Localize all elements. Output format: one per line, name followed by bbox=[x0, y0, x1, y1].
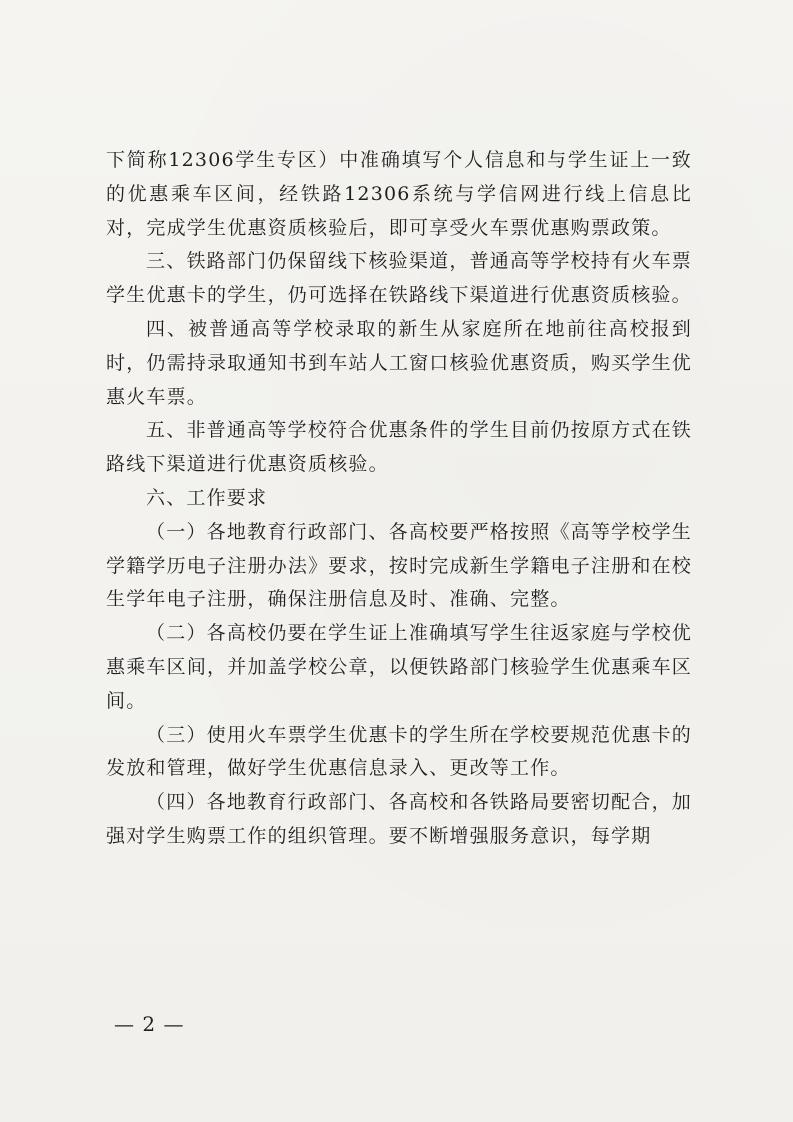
page-number: — 2 — bbox=[114, 1012, 185, 1036]
paragraph-9: （四）各地教育行政部门、各高校和各铁路局要密切配合，加强对学生购票工作的组织管理。要不断增强服务意识，每学期 bbox=[106, 791, 692, 847]
paragraph-1: 下简称12306学生专区）中准确填写个人信息和与学生证上一致的优惠乘车区间，经铁路12306系统与学信网进行线上信息比对，完成学生优惠资质核验后，即可享受火车票优惠购票政策。 bbox=[106, 149, 692, 239]
paragraph-5: 六、工作要求 bbox=[146, 486, 268, 509]
paragraph-3: 四、被普通高等学校录取的新生从家庭所在地前往高校报到时，仍需持录取通知书到车站人工窗口核验优惠资质，购买学生优惠火车票。 bbox=[106, 317, 692, 408]
document-body bbox=[106, 144, 692, 854]
paragraph-7: （二）各高校仍要在学生证上准确填写学生往返家庭与学校优惠乘车区间，并加盖学校公章，以便铁路部门核验学生优惠乘车区间。 bbox=[106, 622, 692, 712]
paragraph-8: （三）使用火车票学生优惠卡的学生所在学校要规范优惠卡的发放和管理，做好学生优惠信息录入、更改等工作。 bbox=[106, 723, 692, 780]
paragraph-2: 三、铁路部门仍保留线下核验渠道，普通高等学校持有火车票学生优惠卡的学生，仍可选择在铁路线下渠道进行优惠资质核验。 bbox=[106, 250, 692, 307]
paragraph-6: （一）各地教育行政部门、各高校要严格按照《高等学校学生学籍学历电子注册办法》要求，按时完成新生学籍电子注册和在校生学年电子注册，确保注册信息及时、准确、完整。 bbox=[106, 520, 692, 611]
paragraph-4: 五、非普通高等学校符合优惠条件的学生目前仍按原方式在铁路线下渠道进行优惠资质核验。 bbox=[106, 419, 692, 476]
